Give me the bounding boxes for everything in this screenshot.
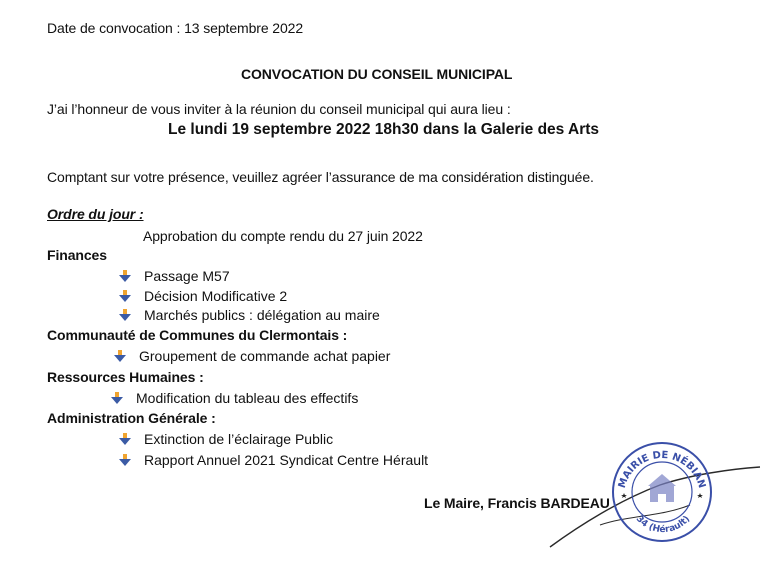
down-arrow-bullet-icon	[118, 269, 132, 283]
list-item-label: Passage M57	[144, 268, 230, 284]
down-arrow-bullet-icon	[113, 349, 127, 363]
down-arrow-bullet-icon	[118, 453, 132, 467]
mairie-stamp	[610, 440, 714, 544]
list-item-label: Modification du tableau des effectifs	[136, 390, 359, 406]
agenda-heading: Ordre du jour :	[47, 206, 144, 222]
down-arrow-bullet-icon	[110, 391, 124, 405]
list-item	[118, 452, 428, 468]
list-item	[110, 390, 358, 406]
list-item-label: Rapport Annuel 2021 Syndicat Centre Hérault	[144, 452, 429, 468]
list-item	[118, 268, 230, 284]
meeting-details: Le lundi 19 septembre 2022 18h30 dans la Galerie des Arts	[168, 121, 600, 138]
list-item-label: Groupement de commande achat papier	[139, 348, 391, 364]
list-item-label: Marchés publics : délégation au maire	[144, 307, 380, 323]
agenda-section-title: Administration Générale :	[47, 410, 216, 426]
document-title: CONVOCATION DU CONSEIL MUNICIPAL	[241, 66, 513, 82]
intro-text: J’ai l’honneur de vous inviter à la réunion du conseil municipal qui aura lieu :	[47, 101, 511, 117]
list-item	[118, 431, 333, 447]
agenda-section-title: Communauté de Communes du Clermontais :	[47, 327, 348, 343]
down-arrow-bullet-icon	[118, 432, 132, 446]
list-item	[118, 307, 380, 323]
svg-text:34 (Hérault)	[634, 514, 692, 535]
stamp-top-text: MAIRIE DE NÉBIAN	[616, 449, 708, 490]
list-item	[118, 288, 287, 304]
list-item-label: Extinction de l’éclairage Public	[144, 431, 334, 447]
agenda-section-title: Finances	[47, 247, 107, 263]
agenda-section-title: Ressources Humaines :	[47, 369, 204, 385]
list-item	[113, 348, 390, 364]
stamp-bottom-text: 34 (Hérault)	[633, 514, 693, 536]
down-arrow-bullet-icon	[118, 289, 132, 303]
mayor-signature-line: Le Maire, Francis BARDEAU	[424, 495, 610, 511]
down-arrow-bullet-icon	[118, 308, 132, 322]
list-item-label: Décision Modificative 2	[144, 288, 288, 304]
agenda-approval-item: Approbation du compte rendu du 27 juin 2022	[143, 228, 423, 244]
convocation-date: Date de convocation : 13 septembre 2022	[47, 20, 304, 36]
closing-text: Comptant sur votre présence, veuillez agréer l’assurance de ma considération distinguée.	[47, 169, 594, 185]
